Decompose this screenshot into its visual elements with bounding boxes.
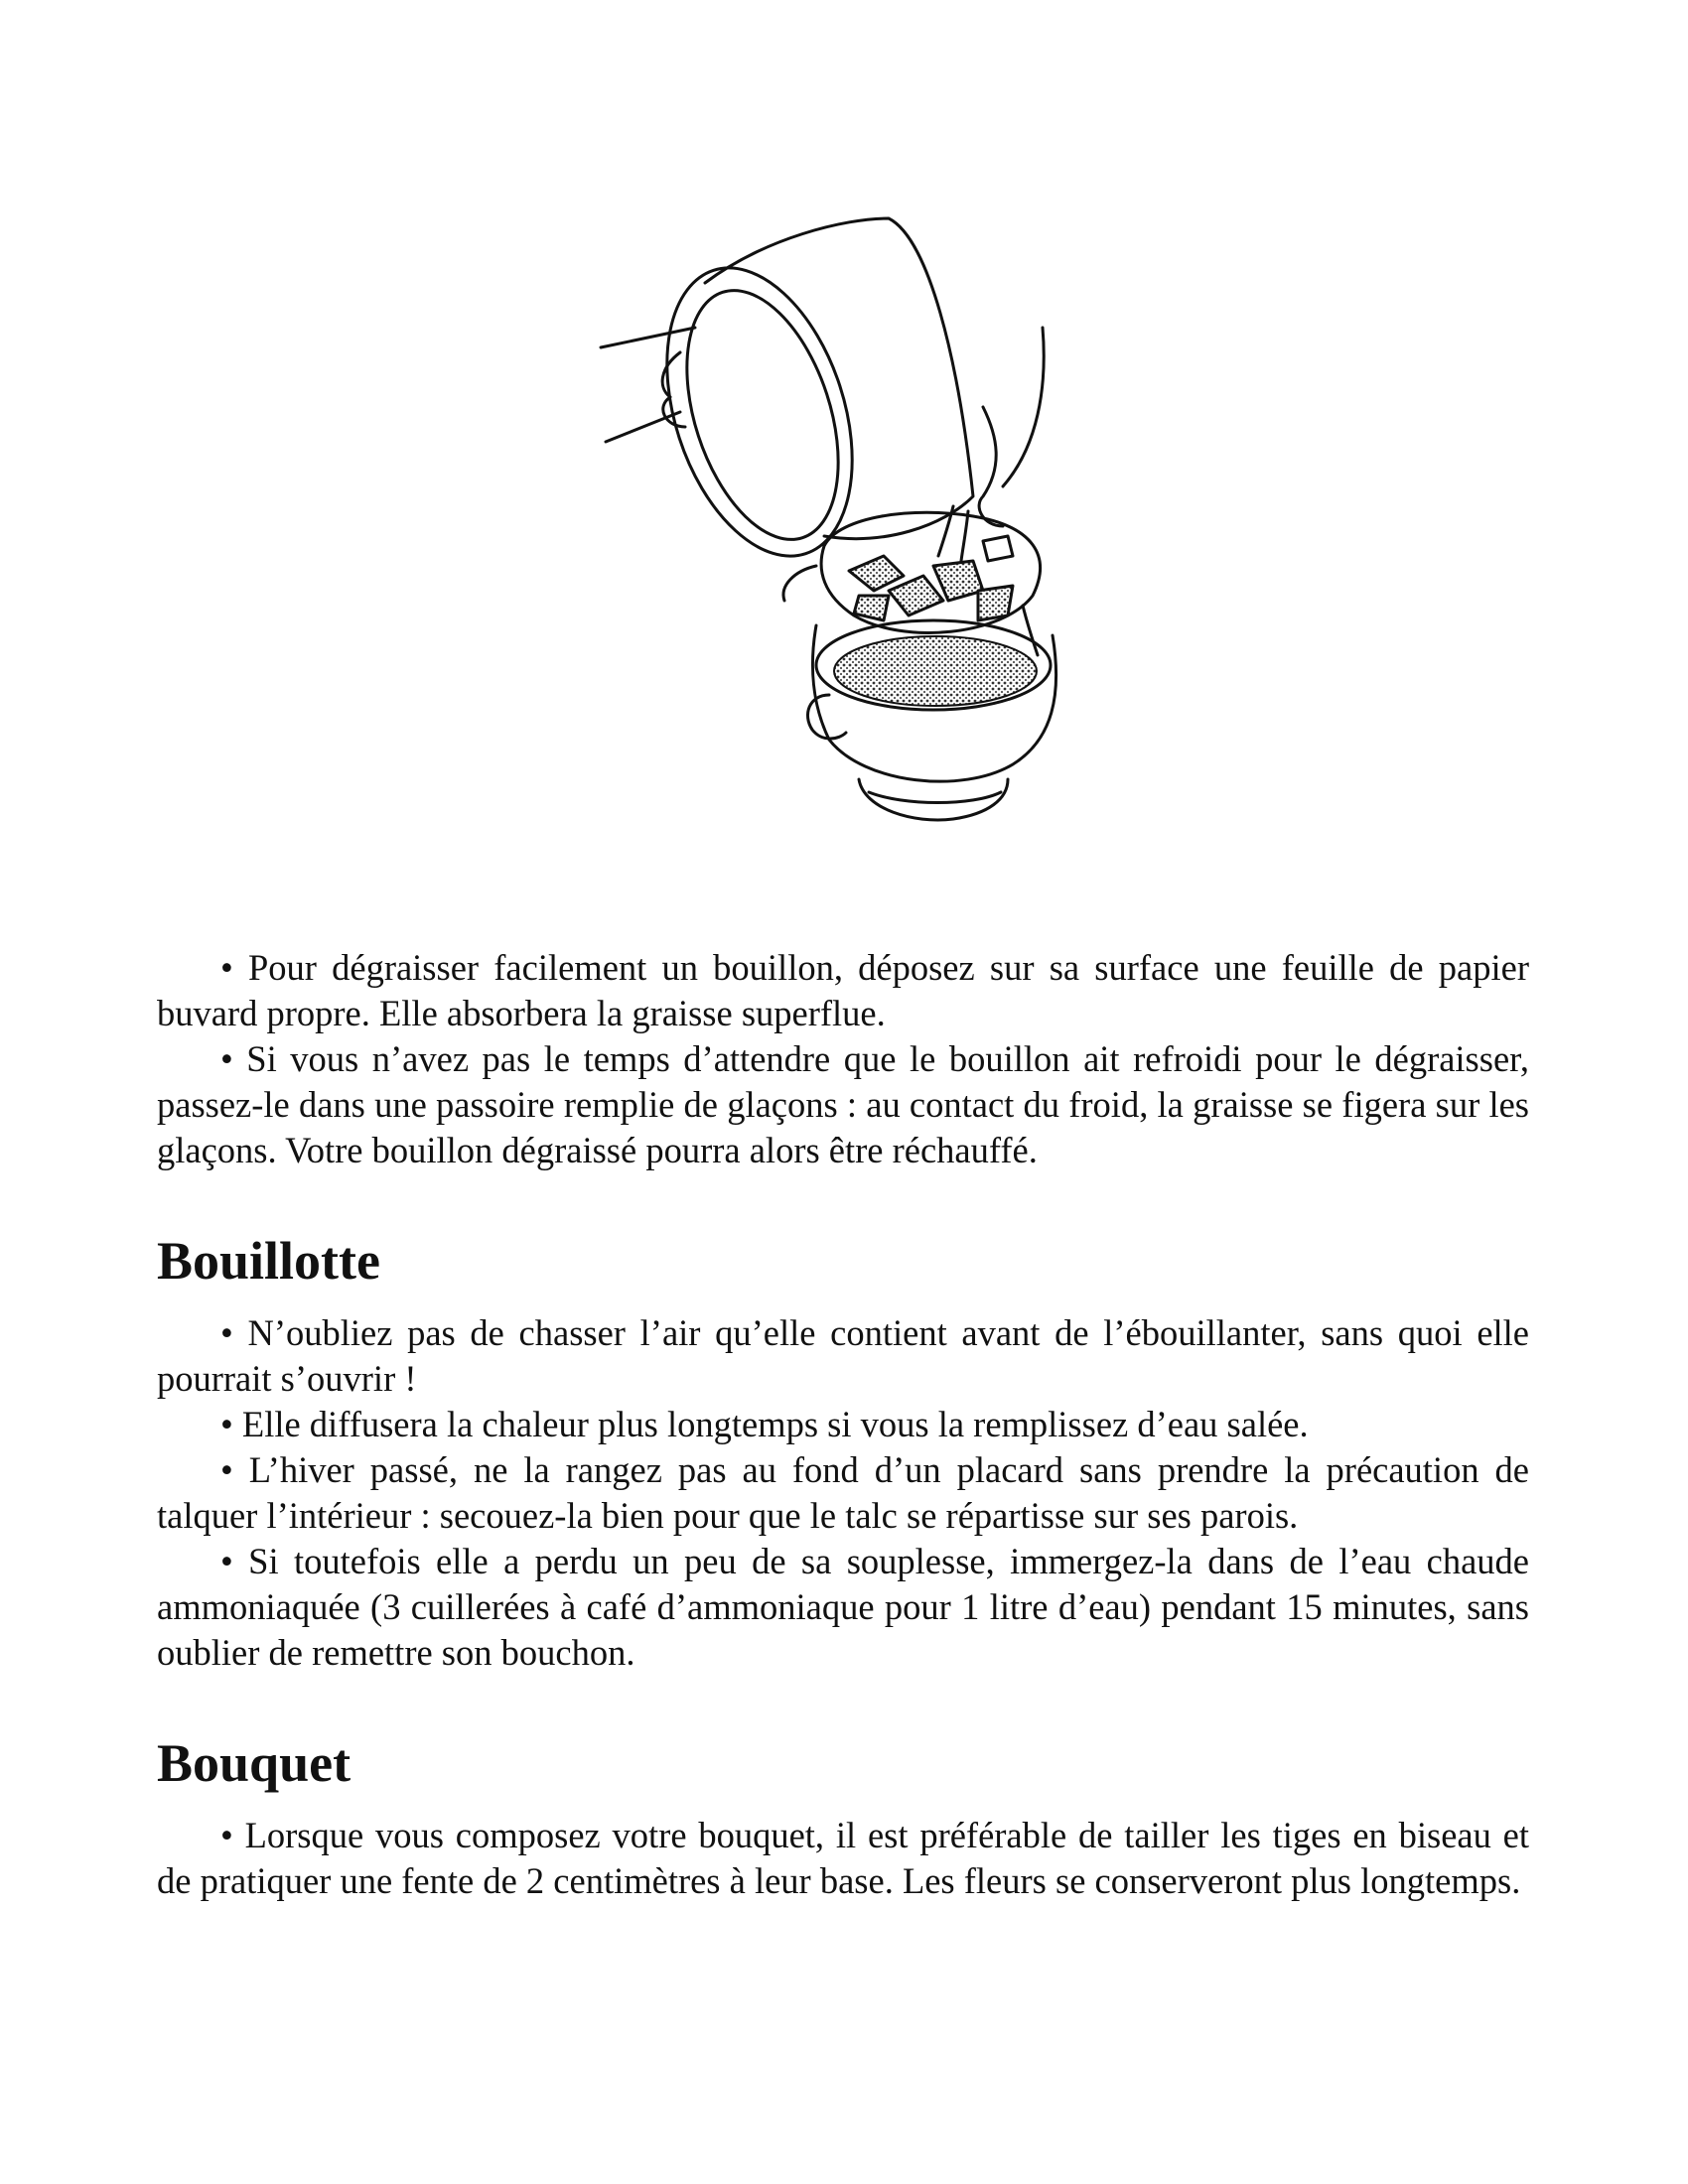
section-item: • N’oubliez pas de chasser l’air qu’elle contient avant de l’ébouillanter, sans quoi elle pourrait s’ouvrir ! — [157, 1312, 1529, 1399]
intro-paragraphs — [157, 945, 1529, 1173]
section-bouquet — [157, 1733, 1529, 1904]
section-heading: Bouillotte — [157, 1231, 380, 1291]
pouring-broth-illustration — [586, 199, 1082, 844]
section-item: • Si toutefois elle a perdu un peu de sa souplesse, immergez-la dans de l’eau chaude ammoniaquée (3 cuillerées à café d’ammoniaque pour 1 litre d’eau) pendant 15 minutes, sans oublier de remettre son bouchon. — [157, 1541, 1529, 1673]
section-bouillotte — [157, 1231, 1529, 1676]
section-item: • Lorsque vous composez votre bouquet, il est préférable de tailler les tiges en biseau et de pratiquer une fente de 2 centimètres à leur base. Les fleurs se conserveront plus longtemps. — [157, 1815, 1529, 1901]
section-heading: Bouquet — [157, 1733, 352, 1793]
intro-item: • Pour dégraisser facilement un bouillon, déposez sur sa surface une feuille de papier buvard propre. Elle absorbera la graisse superflue. — [157, 947, 1529, 1033]
document-body — [157, 945, 1529, 1904]
section-item: • Elle diffusera la chaleur plus longtemps si vous la remplissez d’eau salée. — [220, 1404, 1309, 1444]
intro-item: • Si vous n’avez pas le temps d’attendre que le bouillon ait refroidi pour le dégraisser, passez-le dans une passoire remplie de glaçons : au contact du froid, la graisse se figera sur les glaçons. Votre bouillon dégraissé pourra alors être réchauffé. — [157, 1038, 1529, 1170]
section-item: • L’hiver passé, ne la rangez pas au fond d’un placard sans prendre la précaution de talquer l’intérieur : secouez-la bien pour que le talc se répartisse sur ses parois. — [157, 1449, 1529, 1536]
